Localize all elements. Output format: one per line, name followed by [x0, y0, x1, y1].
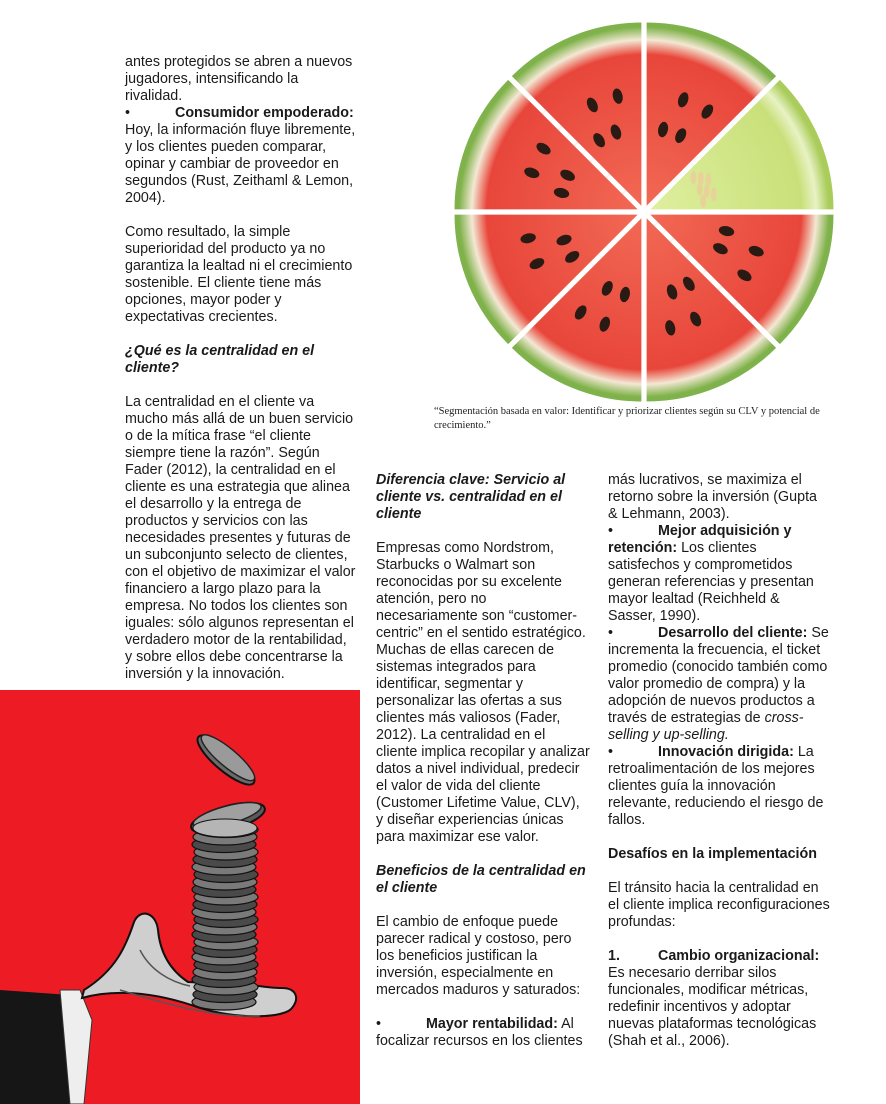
section-heading: Beneficios de la centralidad en el cliente: [376, 863, 586, 896]
bullet-title: Mayor rentabilidad:: [426, 1016, 558, 1032]
bullet-text: Los clientes satisfechos y comprometidos generan referencias y presentan mayor lealtad (Reichheld & Sasser, 1990).: [608, 540, 814, 624]
item-number: 1.: [608, 948, 620, 964]
section-heading: ¿Qué es la centralidad en el cliente?: [125, 343, 315, 376]
paragraph: Como resultado, la simple superioridad del producto ya no garantiza la lealtad ni el crecimiento sostenible. El cliente tiene más opciones, mayor poder y expectativas crecientes.: [125, 224, 353, 325]
bullet-item-rentabilidad: [376, 1016, 590, 1050]
section-heading: Diferencia clave: Servicio al cliente vs. centralidad en el cliente: [376, 472, 566, 522]
bullet-glyph: •: [125, 105, 131, 121]
column-left: [125, 54, 357, 683]
bullet-glyph: •: [608, 744, 614, 760]
image-caption: “Segmentación basada en valor: Identificar y priorizar clientes según su CLV y potencial de crecimiento.”: [434, 406, 820, 431]
paragraph: más lucrativos, se maximiza el retorno sobre la inversión (Gupta & Lehmann, 2003).: [608, 472, 818, 522]
paragraph: El tránsito hacia la centralidad en el cliente implica reconfiguraciones profundas:: [608, 880, 830, 930]
paragraph: La centralidad en el cliente va mucho más allá de un buen servicio o de la mítica frase “el cliente siempre tiene la razón”. Según Fader (2012), la centralidad en el cliente es una estrategia que alinea el desarrollo y la entrega de productos y servicios con las necesidades presentes y futuras de un subconjunto selecto de clientes, con el objetivo de maximizar el valor financiero a largo plazo para la empresa. No todos los clientes son iguales: sólo algunos representan el verdadero motor de la rentabilidad, y sobre ellos debe concentrarse la inversión y la innovación.: [125, 394, 356, 682]
bullet-text: Se incrementa la frecuencia, el ticket promedio (conocido también como valor promedio de compra) y la adopción de nuevos productos a través de estrategias de: [608, 625, 829, 726]
column-right: [608, 472, 830, 1050]
bullet-item-desarrollo: [608, 625, 830, 744]
section-heading: Desafíos en la implementación: [608, 846, 817, 862]
bullet-text: Hoy, la información fluye libremente, y los clientes pueden comparar, opinar y cambiar de proveedor en segundos (Rust, Zeithaml & Lemon, 2004).: [125, 122, 356, 206]
bullet-title: Mejor adquisición y retención:: [608, 523, 792, 556]
item-title: Cambio organizacional:: [658, 948, 820, 964]
bullet-glyph: •: [608, 523, 614, 539]
paragraph: antes protegidos se abren a nuevos jugadores, intensificando la rivalidad.: [125, 54, 353, 104]
bullet-italic-text: cross-selling y up-selling.: [608, 710, 804, 743]
paragraph: Empresas como Nordstrom, Starbucks o Walmart son reconocidas por su excelente atención, pero no necesariamente son “customer-centric” en el sentido estratégico. Muchas de ellas carecen de sistemas integrados para identificar, segmentar y personalizar las ofertas a sus clientes más valiosos (Fader, 2012). La centralidad en el cliente implica recopilar y analizar datos a nivel individual, predecir el valor de vida del cliente (Customer Lifetime Value, CLV), y diseñar experiencias únicas para maximizar ese valor.: [376, 540, 590, 845]
red-image-panel: [0, 690, 360, 1104]
bullet-title: Desarrollo del cliente:: [658, 625, 808, 641]
column-middle: [376, 472, 590, 1050]
hand-with-coins-image: [0, 690, 360, 1104]
bullet-text: La retroalimentación de los mejores clientes guía la innovación relevante, reduciendo el riesgo de fallos.: [608, 744, 824, 828]
bullet-glyph: •: [376, 1016, 382, 1032]
bullet-title: Consumidor empoderado:: [175, 105, 354, 121]
numbered-item-cambio: [608, 948, 830, 1050]
bullet-item-adquisicion: [608, 523, 830, 625]
bullet-item-innovacion: [608, 744, 830, 829]
bullet-text: Al focalizar recursos en los clientes: [376, 1016, 583, 1049]
bullet-glyph: •: [608, 625, 614, 641]
paragraph: El cambio de enfoque puede parecer radical y costoso, pero los beneficios justifican la inversión, especialmente en mercados maduros y saturados:: [376, 914, 581, 998]
bullet-title: Innovación dirigida:: [658, 744, 794, 760]
bullet-item-consumidor: [125, 105, 357, 207]
item-text: Es necesario derribar silos funcionales, modificar métricas, redefinir incentivos y adoptar nuevas plataformas tecnológicas (Shah et al., 2006).: [608, 965, 817, 1049]
watermelon-slices-image: [448, 22, 840, 402]
